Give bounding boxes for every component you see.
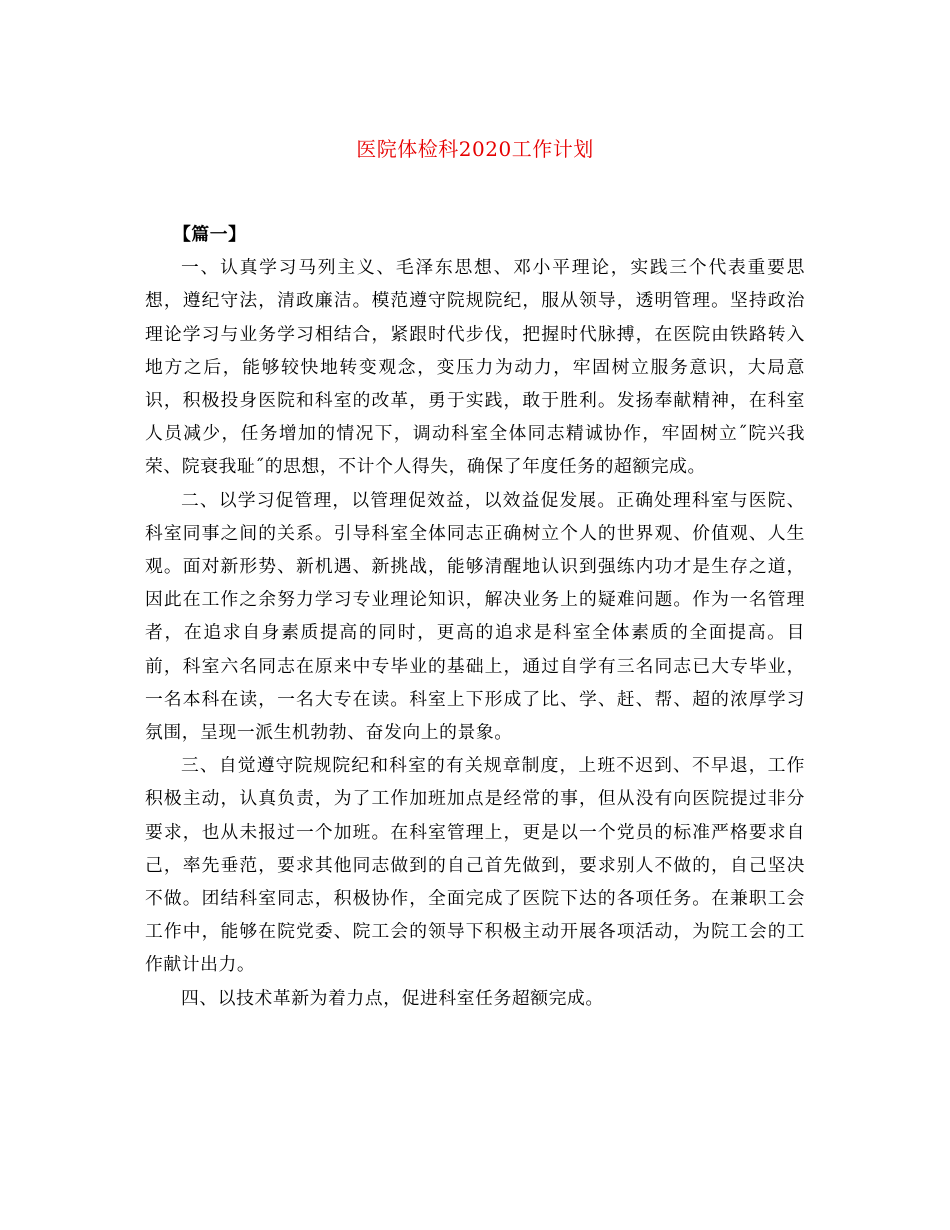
paragraph-2: 二、以学习促管理，以管理促效益，以效益促发展。正确处理科室与医院、科室同事之间的关系。引导科室全体同志正确树立个人的世界观、价值观、人生观。面对新形势、新机遇、新挑战，能够清醒地认识到强练内功才是生存之道，因此在工作之余努力学习专业理论知识，解决业务上的疑难问题。作为一名管理者，在追求自身素质提高的同时，更高的追求是科室全体素质的全面提高。目前，科室六名同志在原来中专毕业的基础上，通过自学有三名同志已大专毕业，一名本科在读，一名大专在读。科室上下形成了比、学、赶、帮、超的浓厚学习氛围，呈现一派生机勃勃、奋发向上的景象。 xyxy=(145,489,805,744)
paragraph-4: 四、以技术革新为着力点，促进科室任务超额完成。 xyxy=(181,987,604,1009)
paragraph-3: 三、自觉遵守院规院纪和科室的有关规章制度，上班不迟到、不早退，工作积极主动，认真负责，为了工作加班加点是经常的事，但从没有向医院提过非分要求，也从未报过一个加班。在科室管理上，更是以一个党员的标准严格要求自己，率先垂范，要求其他同志做到的自己首先做到，要求别人不做的，自己坚决不做。团结科室同志，积极协作，全面完成了医院下达的各项任务。在兼职工会工作中，能够在院党委、院工会的领导下积极主动开展各项活动，为院工会的工作献计出力。 xyxy=(145,755,805,976)
section-heading: 【篇一】 xyxy=(173,224,247,245)
paragraph-1: 一、认真学习马列主义、毛泽东思想、邓小平理论，实践三个代表重要思想，遵纪守法，清政廉洁。模范遵守院规院纪，服从领导，透明管理。坚持政治理论学习与业务学习相结合，紧跟时代步伐，把握时代脉搏，在医院由铁路转入地方之后，能够较快地转变观念，变压力为动力，牢固树立服务意识，大局意识，积极投身医院和科室的改革，勇于实践，敢于胜利。发扬奉献精神，在科室人员减少，任务增加的情况下，调动科室全体同志精诚协作，牢固树立˝院兴我荣、院衰我耻˝的思想，不计个人得失，确保了年度任务的超额完成。 xyxy=(145,257,805,478)
document-body xyxy=(145,218,805,1015)
document-title: 医院体检科2020工作计划 xyxy=(356,137,594,161)
